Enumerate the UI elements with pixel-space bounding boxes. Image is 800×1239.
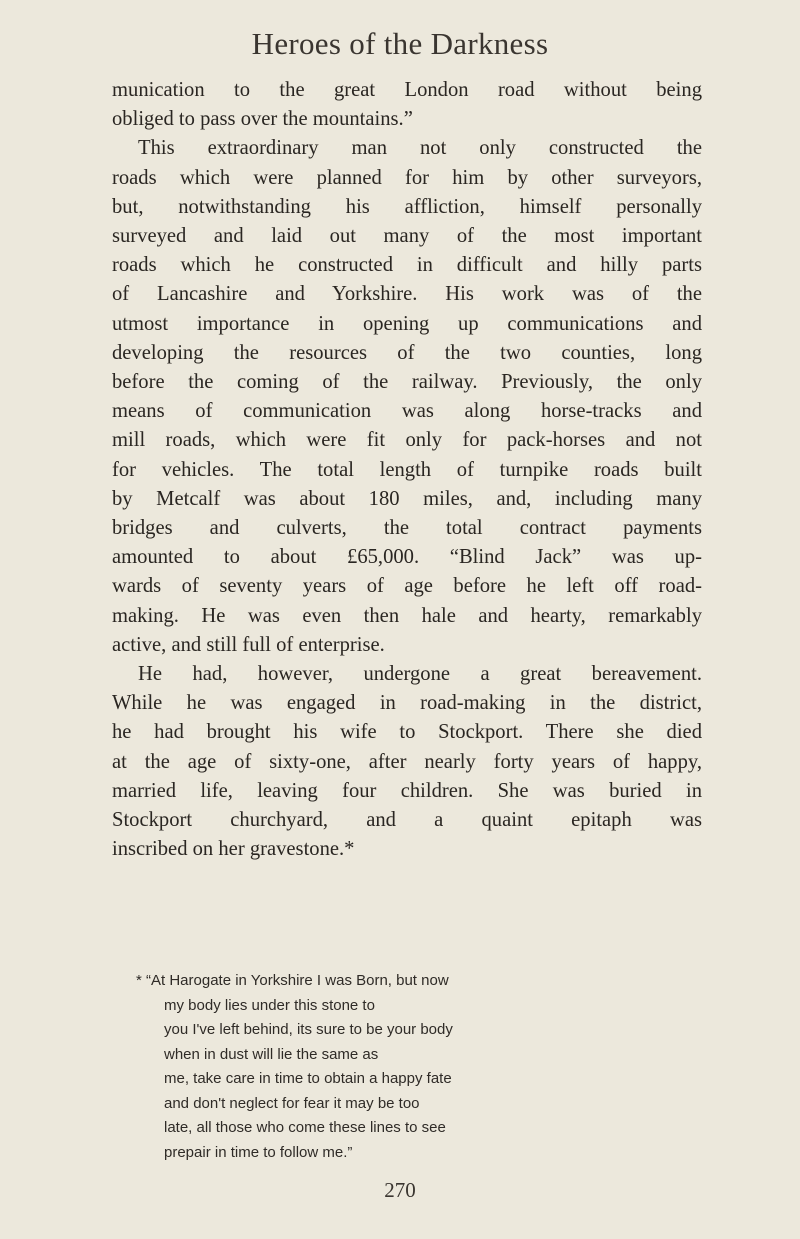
text-line: before the coming of the railway. Previously, the only (112, 371, 702, 394)
footnote-line: me, take care in time to obtain a happy fate (164, 1070, 452, 1087)
text-line: at the age of sixty-one, after nearly forty years of happy, (112, 750, 702, 773)
text-line: for vehicles. The total length of turnpike roads built (112, 458, 702, 481)
page-number: 270 (384, 1178, 416, 1202)
text-line: by Metcalf was about 180 miles, and, including many (112, 487, 702, 510)
text-line: obliged to pass over the mountains.” (112, 108, 413, 131)
text-line: bridges and culverts, the total contract payments (112, 517, 702, 540)
footnote-line: my body lies under this stone to (164, 996, 375, 1014)
text-line: Stockport churchyard, and a quaint epitaph was (112, 809, 702, 832)
text-line: He had, however, undergone a great bereavement. (138, 663, 702, 686)
text-line: utmost importance in opening up communications and (112, 312, 702, 335)
footnote (136, 969, 656, 1165)
text-line: roads which were planned for him by other surveyors, (112, 166, 702, 189)
text-line: he had brought his wife to Stockport. There she died (112, 721, 702, 744)
footnote-line: prepair in time to follow me.” (164, 1143, 353, 1161)
text-line: developing the resources of the two counties, long (112, 341, 702, 364)
running-head: Heroes of the Darkness (251, 26, 549, 61)
footnote-line: late, all those who come these lines to see (164, 1119, 446, 1136)
text-line: surveyed and laid out many of the most important (112, 225, 702, 248)
text-line: married life, leaving four children. She was buried in (112, 779, 702, 802)
text-line: making. He was even then hale and hearty, remarkably (112, 604, 702, 627)
footnote-line: and don't neglect for fear it may be too (164, 1094, 420, 1112)
text-line: active, and still full of enterprise. (112, 633, 385, 656)
footnote-line: * “At Harogate in Yorkshire I was Born, but now (136, 972, 449, 989)
text-line: While he was engaged in road-making in the district, (112, 692, 702, 715)
text-line: inscribed on her gravestone.* (112, 838, 355, 861)
text-line: roads which he constructed in difficult and hilly parts (112, 254, 702, 277)
footnote-line: when in dust will lie the same as (164, 1045, 379, 1063)
text-line: wards of seventy years of age before he left off road- (112, 575, 702, 598)
text-line: mill roads, which were fit only for pack-horses and not (112, 429, 702, 452)
text-line: but, notwithstanding his affliction, himself personally (112, 195, 702, 218)
text-line: amounted to about £65,000. “Blind Jack” was up- (112, 546, 702, 569)
text-line: munication to the great London road without being (112, 79, 702, 101)
text-line: means of communication was along horse-tracks and (112, 400, 702, 423)
footnote-line: you I've left behind, its sure to be your body (164, 1021, 453, 1038)
text-line: This extraordinary man not only constructed the (138, 137, 702, 160)
body-text (112, 76, 702, 864)
text-line: of Lancashire and Yorkshire. His work was of the (112, 283, 702, 306)
